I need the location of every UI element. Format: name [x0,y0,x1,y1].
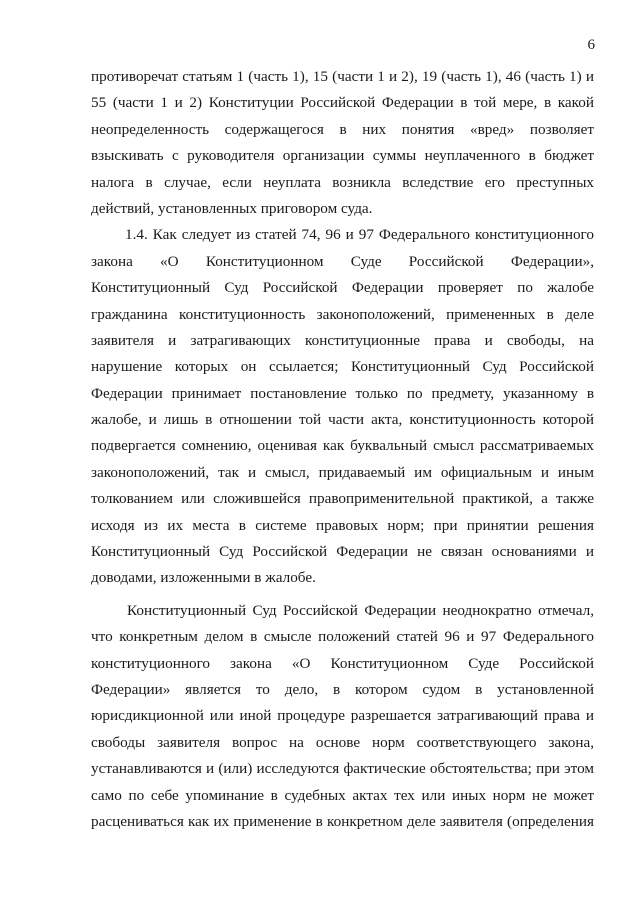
text-line: доводами, изложенными в жалобе. [91,569,316,587]
text-line: само по себе упоминание в судебных актах тех или иных норм не может [91,786,594,804]
text-line: Конституционный Суд Российской Федерации проверяет по жалобе [91,279,594,297]
text-line: действий, установленных приговором суда. [91,199,373,217]
page-number: 6 [587,37,595,53]
text-line: нарушение которых он ссылается; Конституционный Суд Российской [91,358,594,376]
paragraph-3 [91,598,594,836]
text-line: Федерации» является то дело, в котором судом в установленной [91,680,594,698]
paragraph-1 [91,64,594,222]
text-line: юрисдикционной или иной процедуре разрешается затрагивающий права и [91,707,594,725]
text-line: законоположений, так и смысл, придаваемый им официальным и иным [91,463,594,481]
text-line: заявителя и затрагивающих конституционные права и свободы, на [91,331,594,349]
document-body [91,64,594,835]
text-line: подвергается сомнению, оценивая как буквальный смысл рассматриваемых [91,437,594,455]
text-line: взыскивать с руководителя организации суммы неуплаченного в бюджет [91,147,594,165]
text-line: исходя из их места в системе правовых норм; при принятии решения [91,516,594,534]
text-line: неопределенность содержащегося в них понятия «вред» позволяет [91,120,594,138]
text-line: Конституционный Суд Российской Федерации неоднократно отмечал, [127,601,594,619]
text-line: Конституционный Суд Российской Федерации не связан основаниями и [91,543,594,561]
text-line: 55 (части 1 и 2) Конституции Российской Федерации в той мере, в какой [91,94,594,112]
text-line: расцениваться как их применение в конкретном деле заявителя (определения [91,812,594,830]
text-line: налога в случае, если неуплата возникла вследствие его преступных [91,173,594,191]
text-line: толкованием или сложившейся правоприменительной практикой, а также [91,490,594,508]
text-line: что конкретным делом в смысле положений статей 96 и 97 Федерального [91,628,594,646]
text-line: свободы заявителя вопрос на основе норм соответствующего закона, [91,733,594,751]
text-line: устанавливаются и (или) исследуются фактические обстоятельства; при этом [91,760,594,778]
text-line: жалобе, и лишь в отношении той части акта, конституционность которой [91,411,594,429]
text-line: конституционного закона «О Конституционном Суде Российской [91,654,594,672]
text-line: 1.4. Как следует из статей 74, 96 и 97 Федерального конституционного [125,226,594,244]
text-line: гражданина конституционность законоположений, примененных в деле [91,305,594,323]
text-line: Федерации принимает постановление только по предмету, указанному в [91,384,594,402]
paragraph-2 [91,222,594,591]
text-line: противоречат статьям 1 (часть 1), 15 (части 1 и 2), 19 (часть 1), 46 (часть 1) и [91,68,594,85]
text-line: закона «О Конституционном Суде Российской Федерации», [91,252,594,270]
